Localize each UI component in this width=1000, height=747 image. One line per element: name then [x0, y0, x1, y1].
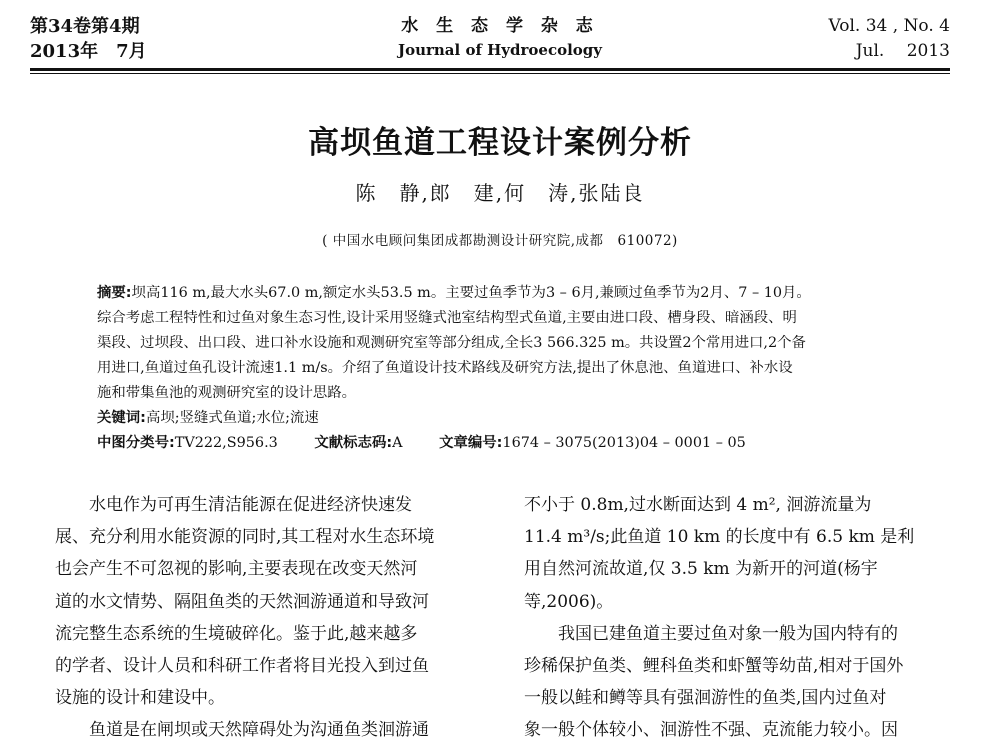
- abstract-line: 渠段、过坝段、出口段、进口补水设施和观测研究室等部分组成,全长3 566.325 m。共设置2个常用进口,2个备: [97, 335, 806, 351]
- body-line: 我国已建鱼道主要过鱼对象一般为国内特有的: [558, 623, 898, 644]
- keywords-text: 高坝;竖缝式鱼道;水位;流速: [145, 410, 319, 426]
- keywords-label: 关键词:: [97, 410, 146, 426]
- header-rule-thin: [30, 73, 950, 74]
- body-line: 设施的设计和建设中。: [55, 688, 225, 709]
- volume-en: Vol. 34 , No. 4: [828, 16, 950, 36]
- classification-row: [97, 431, 907, 456]
- body-line: 珍稀保护鱼类、鲤科鱼类和虾蟹等幼苗,相对于国外: [524, 656, 904, 677]
- body-line: 流完整生态系统的生境破碎化。鉴于此,越来越多: [55, 623, 418, 644]
- journal-name-en: Journal of Hydroecology: [397, 41, 602, 59]
- date-en: Jul. 2013: [855, 41, 950, 61]
- authors: 陈 静,郎 建,何 涛,张陆良: [355, 181, 645, 205]
- body-column-right: [524, 489, 944, 747]
- clc-number: 中图分类号:TV222,S956.3: [97, 435, 278, 451]
- body-line: 11.4 m³/s;此鱼道 10 km 的长度中有 6.5 km 是利: [524, 527, 915, 548]
- body-column-left: [55, 489, 475, 747]
- paper-title: 高坝鱼道工程设计案例分析: [308, 125, 692, 161]
- header-left: [30, 14, 250, 64]
- date-cn: 2013年 7月: [30, 41, 147, 62]
- header-rule: [30, 68, 950, 71]
- body-line: 鱼道是在闸坝或天然障碍处为沟通鱼类洄游通: [89, 720, 429, 741]
- body-line: 道的水文情势、隔阻鱼类的天然洄游通道和导致河: [55, 591, 429, 612]
- body-line: 水电作为可再生清洁能源在促进经济快速发: [89, 495, 412, 515]
- header-center: [300, 14, 700, 62]
- body-line: 用自然河流故道,仅 3.5 km 为新开的河道(杨宇: [524, 559, 878, 580]
- body-line: 等,2006)。: [524, 591, 614, 612]
- body-line: 象一般个体较小、洄游性不强、克流能力较小。因: [524, 720, 898, 741]
- body-line: 不小于 0.8m,过水断面达到 4 m², 洄游流量为: [524, 495, 872, 515]
- volume-cn: 第34卷第4期: [30, 16, 140, 37]
- body-line: 一般以鲑和鳟等具有强洄游性的鱼类,国内过鱼对: [524, 688, 887, 709]
- journal-name-cn: 水 生 态 学 杂 志: [401, 16, 599, 36]
- article-number: 文章编号:1674 – 3075(2013)04 – 0001 – 05: [439, 435, 746, 451]
- body-line: 展、充分利用水能资源的同时,其工程对水生态环境: [55, 527, 435, 548]
- body-line: 的学者、设计人员和科研工作者将目光投入到过鱼: [55, 656, 429, 677]
- abstract-line: 用进口,鱼道过鱼孔设计流速1.1 m/s。介绍了鱼道设计技术路线及研究方法,提出了休息池、鱼道进口、补水设: [97, 360, 793, 376]
- abstract-label: 摘要:: [97, 285, 132, 301]
- abstract-line: 施和带集鱼池的观测研究室的设计思路。: [97, 385, 357, 401]
- abstract-block: [97, 281, 907, 456]
- abstract-line: 摘要:坝高116 m,最大水头67.0 m,额定水头53.5 m。主要过鱼季节为3 – 6月,兼顾过鱼季节为2月、7 – 10月。: [97, 285, 811, 301]
- body-line: 也会产生不可忽视的影响,主要表现在改变天然河: [55, 559, 418, 580]
- abstract-line: 综合考虑工程特性和过鱼对象生态习性,设计采用竖缝式池室结构型式鱼道,主要由进口段、槽身段、暗涵段、明: [97, 310, 797, 326]
- keywords: [97, 406, 907, 431]
- document-code: 文献标志码:A: [314, 435, 403, 451]
- affiliation: ( 中国水电顾问集团成都勘测设计研究院,成都 610072): [322, 233, 678, 249]
- header-right: [720, 14, 950, 64]
